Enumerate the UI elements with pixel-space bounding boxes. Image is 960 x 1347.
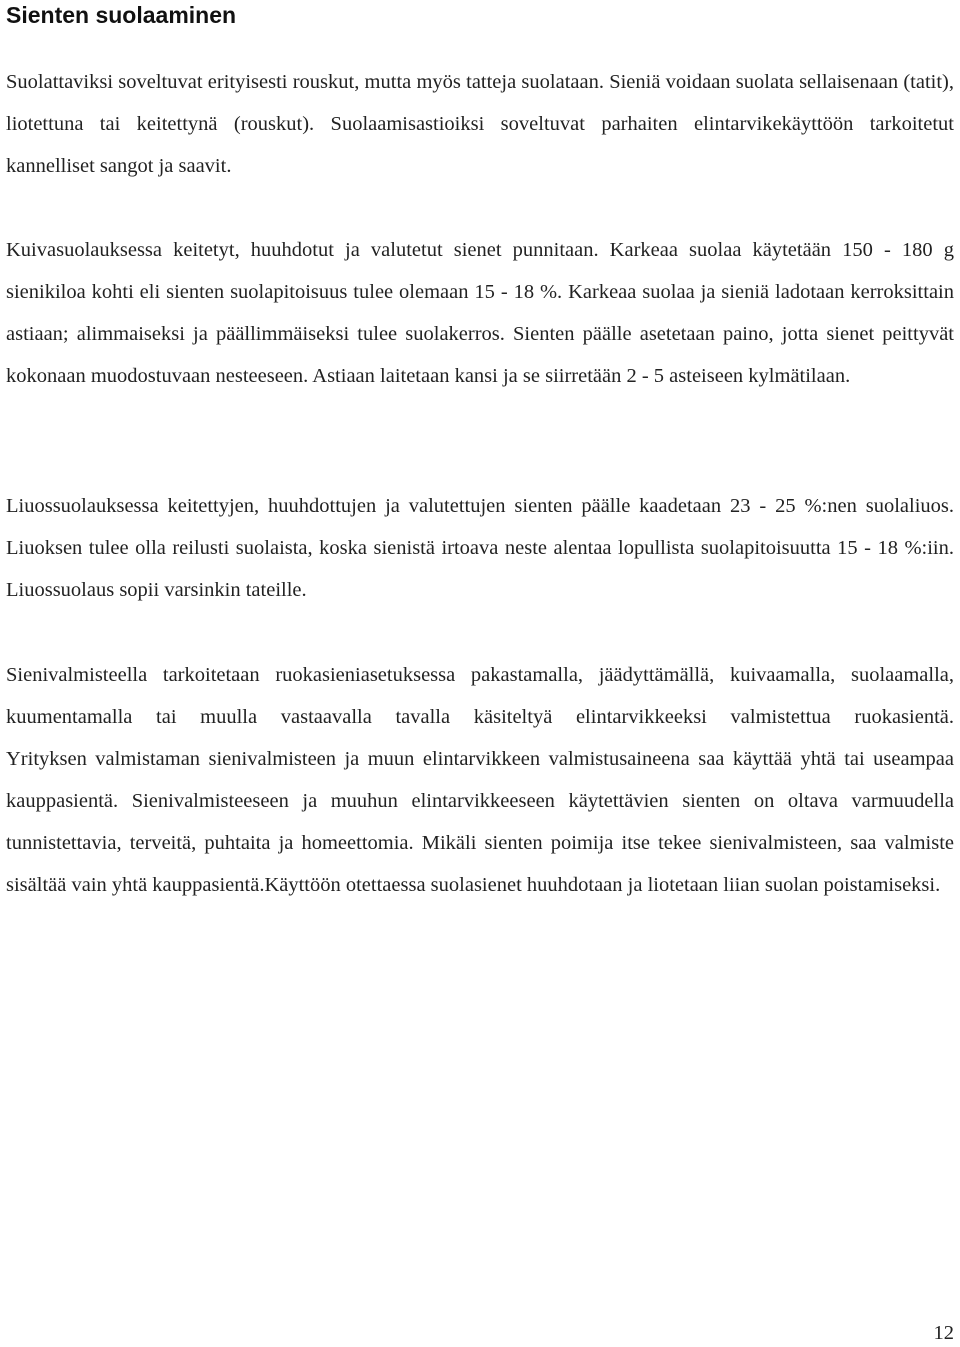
page-title: Sienten suolaaminen xyxy=(6,2,237,28)
paragraph-sienivalmisteet xyxy=(6,654,954,906)
paragraph-kuivasuolaus: Kuivasuolauksessa keitetyt, huuhdotut ja valutetut sienet punnitaan. Karkeaa suolaa käytetään 150 - 180 g sienikiloa kohti eli sienten suolapitoisuus tulee olemaan 15 - 18 %. Karkeaa suolaa ja sieniä ladotaan kerroksittain astiaan; alimmaiseksi ja päällimmäiseksi tulee suolakerros. Sienten päälle asetetaan paino, jotta sienet peittyvät kokonaan muodostuvaan nesteeseen. Astiaan laitetaan kansi ja se siirretään 2 - 5 asteiseen kylmätilaan. xyxy=(6,239,954,387)
paragraph-suolattavat-sienet: Suolattaviksi soveltuvat erityisesti rouskut, mutta myös tatteja suolataan. Sieniä voidaan suolata sellaisenaan (tatit), liotettuna tai keitettynä (rouskut). Suolaamisastioiksi soveltuvat parhaiten elintarvikekäyttöön tarkoitetut kannelliset sangot ja saavit. xyxy=(6,71,954,177)
paragraph-sienivalmiste-definition: Sienivalmisteella tarkoitetaan ruokasieniasetuksessa pakastamalla, jäädyttämällä, kuivaamalla, suolaamalla, kuumentamalla tai muulla vastaavalla tavalla käsiteltyä elintarvikkeeksi valmistettua ruokasientä. xyxy=(6,664,954,728)
paragraph-sienivalmiste-rules: Yrityksen valmistaman sienivalmisteen ja muun elintarvikkeen valmistusaineena saa käyttää yhtä tai useampaa kauppasientä. Sienivalmisteeseen ja muuhun elintarvikkeeseen käytettävien sienten on oltava varmuudella tunnistettavia, terveitä, puhtaita ja homeettomia. Mikäli sienten poimija itse tekee sienivalmisteen, saa valmiste sisältää vain yhtä kauppasientä.Käyttöön otettaessa suolasienet huuhdotaan ja liotetaan liian suolan poistamiseksi. xyxy=(6,748,954,896)
paragraph-liuossuolaus: Liuossuolauksessa keitettyjen, huuhdottujen ja valutettujen sienten päälle kaadetaan 23 - 25 %:nen suolaliuos. Liuoksen tulee olla reilusti suolaista, koska sienistä irtoava neste alentaa lopullista suolapitoisuutta 15 - 18 %:iin. Liuossuolaus sopii varsinkin tateille. xyxy=(6,495,954,601)
page-number: 12 xyxy=(933,1322,954,1344)
